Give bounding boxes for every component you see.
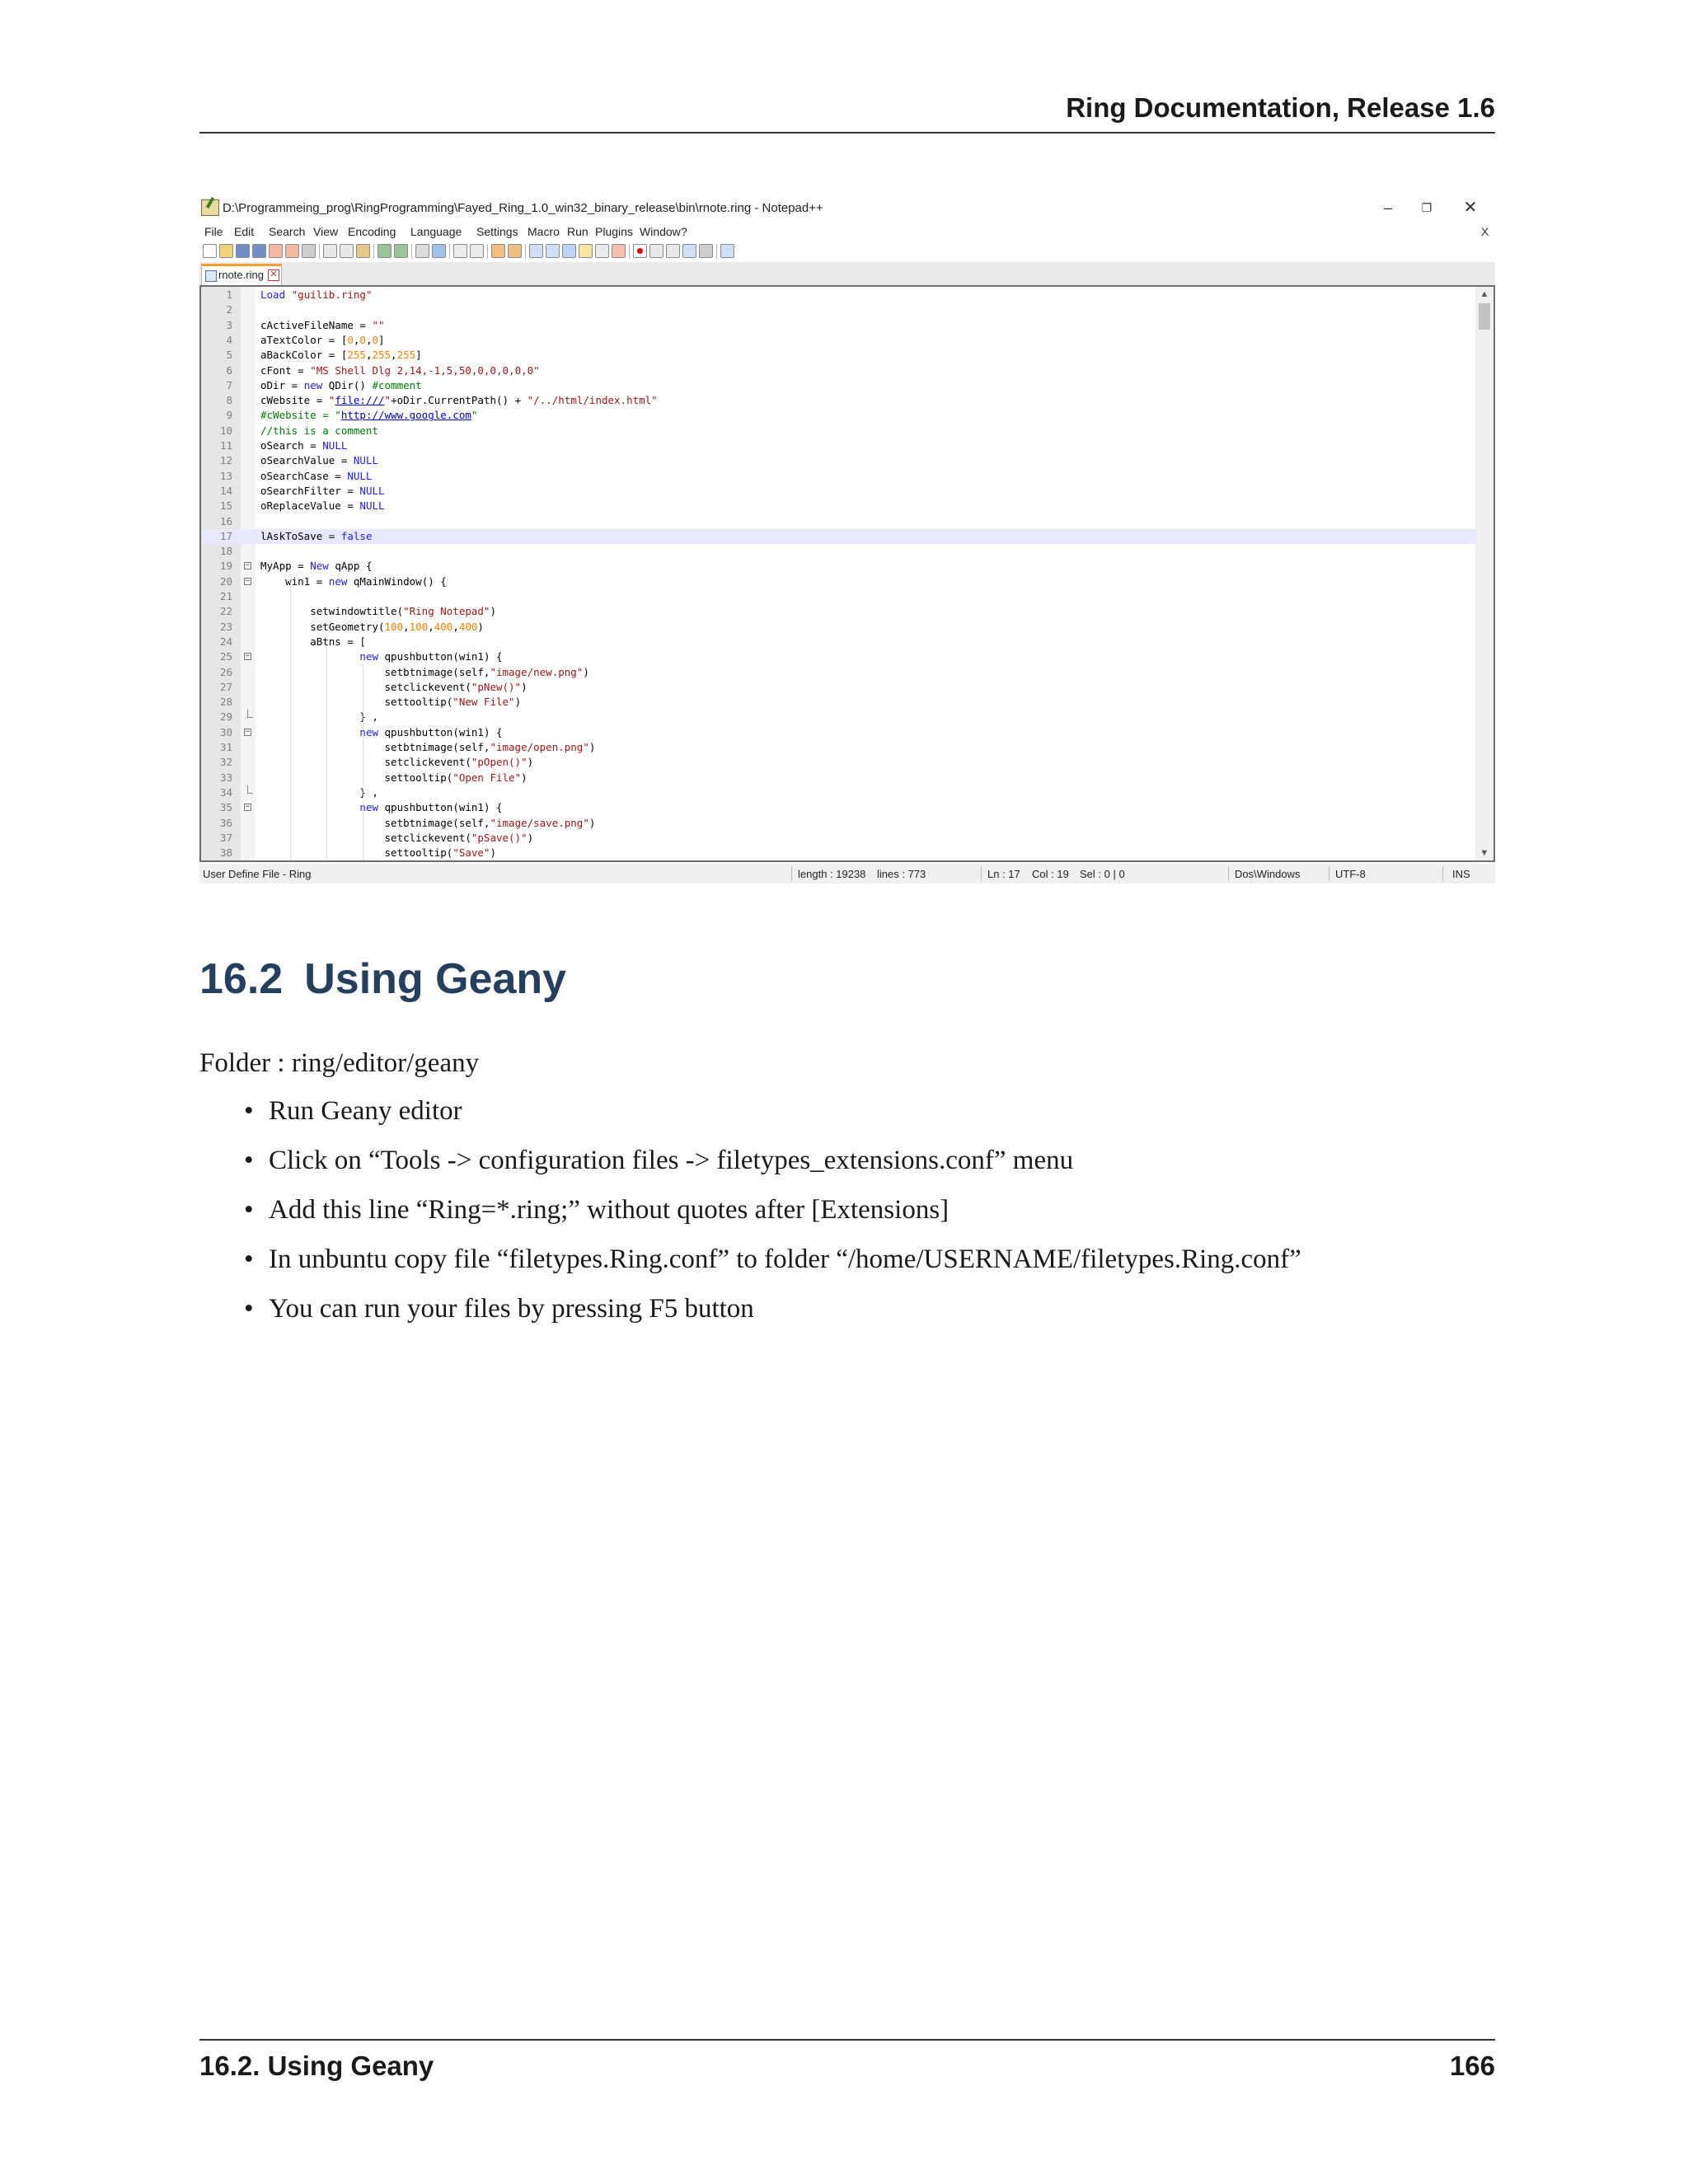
line-number: 1 bbox=[226, 288, 232, 301]
line-number: 38 bbox=[219, 846, 232, 860]
section-title: Using Geany bbox=[304, 955, 567, 1003]
code-line bbox=[201, 469, 1477, 484]
save-macro-icon[interactable] bbox=[699, 244, 713, 258]
indent-guide-icon[interactable] bbox=[562, 244, 576, 258]
menu-plugins[interactable]: Plugins bbox=[595, 225, 633, 238]
menu-bar bbox=[199, 223, 1495, 241]
code-line bbox=[201, 831, 1477, 846]
line-number: 16 bbox=[219, 514, 232, 527]
code-text: oSearchFilter = NULL bbox=[260, 484, 385, 497]
toolbar-separator bbox=[525, 244, 526, 259]
menu-edit[interactable]: Edit bbox=[234, 225, 255, 238]
code-text: MyApp = New qApp { bbox=[260, 560, 373, 573]
print-icon[interactable] bbox=[302, 244, 316, 258]
code-line bbox=[201, 438, 1477, 453]
play-macro-icon[interactable] bbox=[666, 244, 680, 258]
code-text: setbtnimage(self,"image/save.png") bbox=[260, 816, 596, 829]
menu-help[interactable]: ? bbox=[681, 225, 687, 238]
line-number: 21 bbox=[219, 590, 232, 602]
code-text: #cWebsite = "http://www.google.com" bbox=[260, 409, 478, 422]
line-number: 10 bbox=[219, 424, 232, 437]
code-line bbox=[201, 816, 1477, 831]
code-line bbox=[201, 348, 1477, 363]
fold-end-marker bbox=[247, 710, 253, 718]
code-text: //this is a comment bbox=[260, 424, 378, 437]
line-number: 6 bbox=[226, 363, 232, 377]
code-line bbox=[201, 318, 1477, 333]
code-line bbox=[201, 604, 1477, 619]
list-item-text: Click on “Tools -> configuration files -> filetypes_extensions.conf” menu bbox=[269, 1146, 1074, 1175]
bullet-icon: • bbox=[244, 1244, 254, 1274]
window-titlebar bbox=[199, 194, 1495, 223]
code-text: settooltip("Save") bbox=[260, 846, 496, 860]
line-number: 15 bbox=[219, 499, 232, 513]
code-line bbox=[201, 544, 1477, 559]
menu-search[interactable]: Search bbox=[269, 225, 306, 238]
folder-paragraph: Folder : ring/editor/geany bbox=[199, 1048, 480, 1078]
indent-guide bbox=[326, 635, 327, 861]
line-number: 17 bbox=[219, 529, 232, 542]
menu-encoding[interactable]: Encoding bbox=[348, 225, 396, 238]
code-text: settooltip("New File") bbox=[260, 696, 522, 709]
toolbar-separator bbox=[449, 244, 450, 259]
find-icon[interactable] bbox=[415, 244, 429, 258]
new-file-icon[interactable] bbox=[203, 244, 217, 258]
close-document-button[interactable]: X bbox=[1481, 225, 1489, 238]
tab-rnote[interactable] bbox=[201, 264, 282, 285]
code-text: win1 = new qMainWindow() { bbox=[260, 574, 447, 588]
line-number: 8 bbox=[226, 394, 232, 407]
code-line bbox=[201, 665, 1477, 680]
line-number: 20 bbox=[219, 574, 232, 588]
toolbar bbox=[199, 241, 1495, 262]
code-text: setclickevent("pOpen()") bbox=[260, 756, 534, 769]
toolbar-separator bbox=[319, 244, 320, 259]
bullet-icon: • bbox=[244, 1096, 254, 1126]
code-line bbox=[201, 620, 1477, 635]
code-line bbox=[201, 710, 1477, 724]
record-macro-icon[interactable] bbox=[633, 244, 647, 258]
code-text: cFont = "MS Shell Dlg 2,14,-1,5,50,0,0,0,0,0" bbox=[260, 363, 540, 377]
list-item-text: In unbuntu copy file “filetypes.Ring.conf” to folder “/home/USERNAME/filetypes.Ring.conf” bbox=[269, 1244, 1301, 1274]
line-number: 11 bbox=[219, 439, 232, 452]
code-line bbox=[201, 574, 1477, 589]
fold-toggle-icon[interactable]: − bbox=[245, 652, 251, 661]
code-text: cActiveFileName = "" bbox=[260, 318, 385, 331]
close-file-icon[interactable] bbox=[269, 244, 283, 258]
zoom-in-icon[interactable] bbox=[453, 244, 467, 258]
bullet-icon: • bbox=[244, 1294, 254, 1324]
status-encoding: UTF-8 bbox=[1335, 868, 1366, 880]
line-number: 2 bbox=[226, 303, 232, 316]
window-title: D:\Programmeing_prog\RingProgramming\Fayed_Ring_1.0_win32_binary_release\bin\rnote.ring - Notepad++ bbox=[223, 201, 823, 215]
code-line bbox=[201, 363, 1477, 378]
code-line bbox=[201, 514, 1477, 529]
code-line bbox=[201, 302, 1477, 317]
line-number: 25 bbox=[219, 650, 232, 663]
tab-label: rnote.ring bbox=[218, 269, 264, 281]
menu-file[interactable]: File bbox=[204, 225, 223, 238]
line-number: 19 bbox=[219, 560, 232, 573]
status-file-type: User Define File - Ring bbox=[203, 868, 312, 880]
word-wrap-icon[interactable] bbox=[529, 244, 543, 258]
notepadpp-app-icon bbox=[201, 199, 219, 216]
section-number: 16.2 bbox=[199, 955, 284, 1003]
fold-toggle-icon[interactable]: − bbox=[245, 576, 251, 585]
code-text: } , bbox=[260, 710, 378, 724]
code-line bbox=[201, 649, 1477, 664]
line-number: 18 bbox=[219, 545, 232, 558]
close-icon[interactable]: ✕ bbox=[1463, 199, 1478, 217]
line-number: 33 bbox=[219, 771, 232, 784]
menu-run[interactable]: Run bbox=[567, 225, 588, 238]
code-line bbox=[201, 771, 1477, 785]
code-line bbox=[201, 529, 1477, 544]
line-number: 5 bbox=[226, 349, 232, 362]
fold-end-marker bbox=[247, 785, 253, 794]
line-number: 35 bbox=[219, 801, 232, 814]
status-eol: Dos\Windows bbox=[1235, 868, 1301, 880]
zoom-out-icon[interactable] bbox=[470, 244, 484, 258]
code-text: lAskToSave = false bbox=[260, 529, 373, 542]
code-text: setwindowtitle("Ring Notepad") bbox=[260, 605, 496, 618]
code-text: setbtnimage(self,"image/new.png") bbox=[260, 665, 589, 678]
code-text: new qpushbutton(win1) { bbox=[359, 801, 503, 814]
code-line bbox=[201, 785, 1477, 800]
undo-icon[interactable] bbox=[377, 244, 392, 258]
line-number: 13 bbox=[219, 469, 232, 482]
replace-icon[interactable] bbox=[432, 244, 446, 258]
open-file-icon[interactable] bbox=[219, 244, 233, 258]
code-editor[interactable] bbox=[199, 285, 1495, 862]
run-icon[interactable] bbox=[720, 244, 734, 258]
tab-bar bbox=[199, 262, 1495, 285]
code-line bbox=[201, 740, 1477, 755]
scroll-up-icon[interactable]: ▲ bbox=[1479, 289, 1489, 299]
code-line bbox=[201, 800, 1477, 815]
menu-view[interactable]: View bbox=[313, 225, 339, 238]
code-line bbox=[201, 378, 1477, 393]
fold-toggle-icon[interactable]: − bbox=[245, 727, 251, 736]
doc-map-icon[interactable] bbox=[595, 244, 609, 258]
line-number: 30 bbox=[219, 725, 232, 738]
code-text: new qpushbutton(win1) { bbox=[359, 650, 503, 663]
code-line bbox=[201, 755, 1477, 770]
code-line bbox=[201, 725, 1477, 740]
code-text: oReplaceValue = NULL bbox=[260, 499, 385, 513]
line-number: 36 bbox=[219, 816, 232, 829]
line-number: 24 bbox=[219, 635, 232, 648]
fold-toggle-icon[interactable]: − bbox=[245, 561, 251, 570]
line-number: 28 bbox=[219, 696, 232, 709]
fold-toggle-icon[interactable]: − bbox=[245, 803, 251, 812]
file-icon bbox=[205, 270, 217, 282]
cut-icon[interactable] bbox=[323, 244, 337, 258]
code-text: oSearchCase = NULL bbox=[260, 469, 373, 482]
code-text: setclickevent("pSave()") bbox=[260, 831, 534, 844]
list-item-text: Run Geany editor bbox=[269, 1096, 462, 1126]
show-all-chars-icon[interactable] bbox=[546, 244, 560, 258]
line-number: 12 bbox=[219, 454, 232, 467]
sync-v-icon[interactable] bbox=[491, 244, 505, 258]
line-number: 3 bbox=[226, 318, 232, 331]
code-text: } , bbox=[260, 785, 378, 799]
code-text: oDir = new QDir() #comment bbox=[260, 378, 422, 391]
code-text: setclickevent("pNew()") bbox=[260, 680, 528, 693]
notepadpp-screenshot bbox=[199, 194, 1495, 888]
code-text: setbtnimage(self,"image/open.png") bbox=[260, 741, 596, 753]
line-number: 26 bbox=[219, 665, 232, 678]
paste-icon[interactable] bbox=[356, 244, 370, 258]
line-number: 22 bbox=[219, 605, 232, 618]
line-number: 7 bbox=[226, 378, 232, 391]
copy-icon[interactable] bbox=[340, 244, 354, 258]
toolbar-separator bbox=[373, 244, 374, 259]
line-number: 37 bbox=[219, 831, 232, 844]
status-insert-mode: INS bbox=[1452, 868, 1470, 880]
redo-icon[interactable] bbox=[394, 244, 408, 258]
stop-record-icon[interactable] bbox=[649, 244, 663, 258]
page-header bbox=[199, 92, 1495, 134]
code-line bbox=[201, 453, 1477, 468]
line-number: 29 bbox=[219, 710, 232, 724]
status-line: Ln : 17 bbox=[987, 868, 1020, 880]
menu-language[interactable]: Language bbox=[410, 225, 462, 238]
code-text: settooltip("Open File") bbox=[260, 771, 528, 784]
sync-h-icon[interactable] bbox=[508, 244, 522, 258]
toolbar-separator bbox=[411, 244, 412, 259]
code-line bbox=[201, 333, 1477, 348]
minimize-icon[interactable]: – bbox=[1383, 199, 1392, 216]
save-all-icon[interactable] bbox=[252, 244, 266, 258]
code-text: Load "guilib.ring" bbox=[260, 288, 373, 301]
status-bar bbox=[199, 864, 1495, 883]
code-line bbox=[201, 846, 1477, 860]
menu-settings[interactable]: Settings bbox=[476, 225, 518, 238]
footer-section: 16.2. Using Geany bbox=[199, 2050, 434, 2081]
record-dot bbox=[637, 248, 643, 254]
tab-close-icon[interactable]: ✕ bbox=[268, 269, 279, 281]
status-length: length : 19238 bbox=[798, 868, 866, 880]
code-text: aBackColor = [255,255,255] bbox=[260, 349, 422, 362]
function-list-icon[interactable] bbox=[612, 244, 626, 258]
maximize-icon[interactable]: ❐ bbox=[1421, 201, 1432, 214]
code-text: setGeometry(100,100,400,400) bbox=[260, 620, 484, 633]
line-number: 32 bbox=[219, 756, 232, 769]
scroll-down-icon[interactable]: ▼ bbox=[1479, 848, 1489, 858]
menu-window[interactable]: Window bbox=[640, 225, 681, 238]
page-footer bbox=[199, 2039, 1495, 2090]
toolbar-separator bbox=[716, 244, 717, 259]
line-number: 23 bbox=[219, 620, 232, 633]
code-text: oSearch = NULL bbox=[260, 439, 348, 452]
line-number: 4 bbox=[226, 333, 232, 346]
code-line bbox=[201, 559, 1477, 574]
line-number: 27 bbox=[219, 680, 232, 693]
line-number: 14 bbox=[219, 484, 232, 497]
close-all-icon[interactable] bbox=[285, 244, 299, 258]
code-line bbox=[201, 408, 1477, 423]
code-line bbox=[201, 484, 1477, 499]
status-column: Col : 19 bbox=[1032, 868, 1069, 880]
code-text: aBtns = [ bbox=[260, 635, 366, 648]
code-line bbox=[201, 695, 1477, 710]
page-number: 166 bbox=[1449, 2050, 1495, 2081]
code-line bbox=[201, 288, 1477, 302]
toolbar-separator bbox=[487, 244, 488, 259]
udl-icon[interactable] bbox=[579, 244, 593, 258]
line-number: 31 bbox=[219, 741, 232, 753]
code-line bbox=[201, 635, 1477, 649]
code-text: aTextColor = [0,0,0] bbox=[260, 333, 385, 346]
run-macro-multiple-icon[interactable] bbox=[682, 244, 696, 258]
save-icon[interactable] bbox=[236, 244, 250, 258]
code-line bbox=[201, 393, 1477, 408]
code-text: new qpushbutton(win1) { bbox=[359, 725, 503, 738]
bullet-icon: • bbox=[244, 1146, 254, 1175]
code-line bbox=[201, 680, 1477, 695]
section-heading bbox=[199, 954, 566, 1004]
code-line bbox=[201, 424, 1477, 438]
document-title: Ring Documentation, Release 1.6 bbox=[1066, 92, 1495, 123]
menu-macro[interactable]: Macro bbox=[528, 225, 560, 238]
line-number: 9 bbox=[226, 409, 232, 422]
status-lines: lines : 773 bbox=[877, 868, 926, 880]
indent-guide bbox=[290, 574, 291, 861]
bullet-icon: • bbox=[244, 1195, 254, 1225]
code-text: cWebsite = "file:///"+oDir.CurrentPath() + "/../html/index.html" bbox=[260, 394, 658, 407]
scrollbar-thumb[interactable] bbox=[1479, 303, 1490, 330]
code-line bbox=[201, 499, 1477, 513]
list-item-text: You can run your files by pressing F5 button bbox=[269, 1294, 754, 1324]
code-text: oSearchValue = NULL bbox=[260, 454, 378, 467]
list-item-text: Add this line “Ring=*.ring;” without quotes after [Extensions] bbox=[269, 1195, 950, 1225]
line-number: 34 bbox=[219, 785, 232, 799]
code-line bbox=[201, 589, 1477, 604]
status-selection: Sel : 0 | 0 bbox=[1080, 868, 1125, 880]
toolbar-separator bbox=[629, 244, 630, 259]
vertical-scrollbar[interactable] bbox=[1475, 287, 1493, 860]
